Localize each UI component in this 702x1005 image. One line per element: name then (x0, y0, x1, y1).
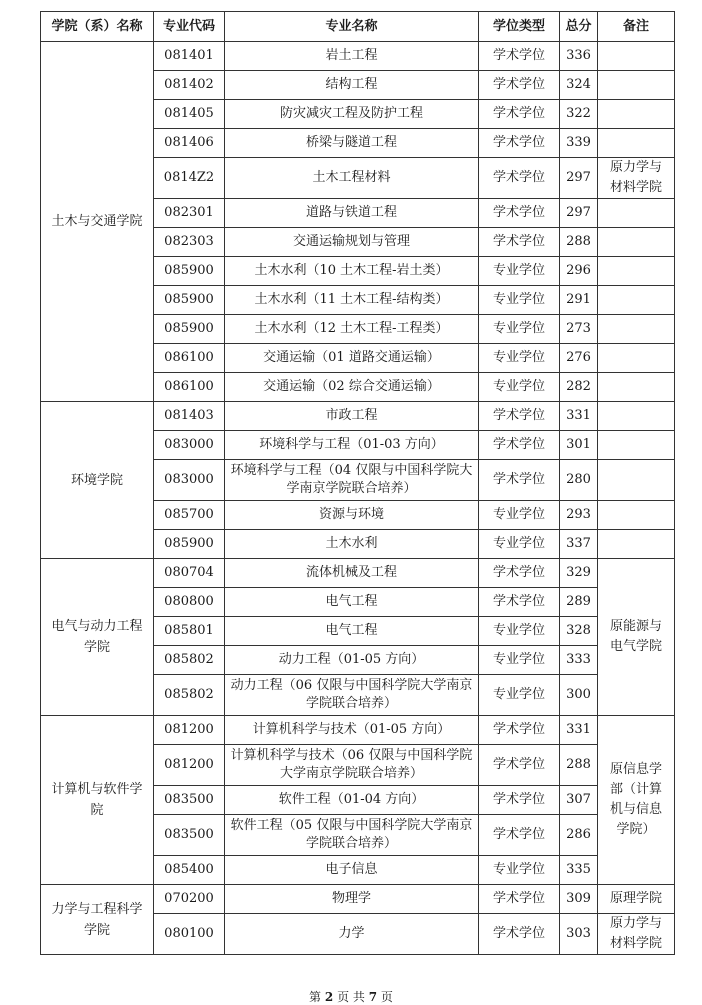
score-cell: 282 (560, 373, 598, 402)
score-cell: 309 (560, 885, 598, 914)
header-score: 总分 (560, 12, 598, 42)
degree-cell: 专业学位 (479, 675, 560, 716)
code-cell: 085900 (154, 286, 225, 315)
score-cell: 300 (560, 675, 598, 716)
score-cell: 301 (560, 431, 598, 460)
major-cell: 软件工程（01-04 方向） (225, 786, 479, 815)
college-cell: 环境学院 (41, 402, 154, 559)
score-cell: 322 (560, 100, 598, 129)
major-cell: 道路与铁道工程 (225, 199, 479, 228)
note-cell (598, 42, 675, 71)
note-cell (598, 286, 675, 315)
degree-cell: 专业学位 (479, 501, 560, 530)
header-degree: 学位类型 (479, 12, 560, 42)
degree-cell: 学术学位 (479, 431, 560, 460)
major-cell: 动力工程（06 仅限与中国科学院大学南京学院联合培养） (225, 675, 479, 716)
major-cell: 土木水利（10 土木工程-岩土类） (225, 257, 479, 286)
major-cell: 土木水利（11 土木工程-结构类） (225, 286, 479, 315)
degree-cell: 学术学位 (479, 914, 560, 955)
major-cell: 桥梁与隧道工程 (225, 129, 479, 158)
score-cell: 280 (560, 460, 598, 501)
table-row (41, 716, 675, 745)
page-footer (0, 988, 702, 1005)
degree-cell: 专业学位 (479, 315, 560, 344)
note-cell (598, 530, 675, 559)
major-cell: 防灾减灾工程及防护工程 (225, 100, 479, 129)
degree-cell: 学术学位 (479, 158, 560, 199)
degree-cell: 学术学位 (479, 786, 560, 815)
score-cell: 329 (560, 559, 598, 588)
score-cell: 307 (560, 786, 598, 815)
note-cell (598, 71, 675, 100)
degree-cell: 专业学位 (479, 617, 560, 646)
code-cell: 085900 (154, 530, 225, 559)
major-cell: 岩土工程 (225, 42, 479, 71)
score-cell: 288 (560, 745, 598, 786)
code-cell: 083000 (154, 460, 225, 501)
score-cell: 296 (560, 257, 598, 286)
score-cell: 328 (560, 617, 598, 646)
score-cell: 297 (560, 158, 598, 199)
degree-cell: 专业学位 (479, 373, 560, 402)
degree-cell: 专业学位 (479, 856, 560, 885)
degree-cell: 学术学位 (479, 559, 560, 588)
degree-cell: 学术学位 (479, 815, 560, 856)
admission-score-table (40, 11, 675, 955)
score-cell: 276 (560, 344, 598, 373)
major-cell: 电气工程 (225, 617, 479, 646)
footer-mid: 页 共 (337, 990, 365, 1004)
note-cell: 原理学院 (598, 885, 675, 914)
college-cell: 土木与交通学院 (41, 42, 154, 402)
code-cell: 085801 (154, 617, 225, 646)
footer-prefix: 第 (309, 990, 322, 1004)
note-cell (598, 199, 675, 228)
code-cell: 083500 (154, 815, 225, 856)
major-cell: 结构工程 (225, 71, 479, 100)
current-page-number: 2 (324, 990, 334, 1004)
code-cell: 081200 (154, 745, 225, 786)
major-cell: 电气工程 (225, 588, 479, 617)
score-cell: 337 (560, 530, 598, 559)
code-cell: 081406 (154, 129, 225, 158)
code-cell: 083500 (154, 786, 225, 815)
degree-cell: 专业学位 (479, 257, 560, 286)
score-cell: 289 (560, 588, 598, 617)
code-cell: 082301 (154, 199, 225, 228)
college-cell: 计算机与软件学院 (41, 716, 154, 885)
footer-suffix: 页 (380, 990, 393, 1004)
major-cell: 交通运输（01 道路交通运输） (225, 344, 479, 373)
degree-cell: 学术学位 (479, 885, 560, 914)
degree-cell: 专业学位 (479, 646, 560, 675)
degree-cell: 学术学位 (479, 129, 560, 158)
major-cell: 力学 (225, 914, 479, 955)
degree-cell: 学术学位 (479, 588, 560, 617)
note-cell: 原力学与材料学院 (598, 158, 675, 199)
score-cell: 303 (560, 914, 598, 955)
note-cell (598, 431, 675, 460)
note-cell (598, 344, 675, 373)
code-cell: 085900 (154, 257, 225, 286)
score-cell: 339 (560, 129, 598, 158)
major-cell: 资源与环境 (225, 501, 479, 530)
note-cell (598, 501, 675, 530)
degree-cell: 学术学位 (479, 42, 560, 71)
code-cell: 085900 (154, 315, 225, 344)
code-cell: 085802 (154, 646, 225, 675)
college-cell: 电气与动力工程学院 (41, 559, 154, 716)
table-row (41, 402, 675, 431)
code-cell: 081403 (154, 402, 225, 431)
note-cell (598, 402, 675, 431)
code-cell: 083000 (154, 431, 225, 460)
degree-cell: 专业学位 (479, 344, 560, 373)
major-cell: 软件工程（05 仅限与中国科学院大学南京学院联合培养） (225, 815, 479, 856)
table-row (41, 42, 675, 71)
score-cell: 288 (560, 228, 598, 257)
degree-cell: 学术学位 (479, 100, 560, 129)
major-cell: 土木水利 (225, 530, 479, 559)
code-cell: 080704 (154, 559, 225, 588)
major-cell: 动力工程（01-05 方向） (225, 646, 479, 675)
header-college: 学院（系）名称 (41, 12, 154, 42)
degree-cell: 学术学位 (479, 745, 560, 786)
note-cell (598, 373, 675, 402)
college-cell: 力学与工程科学学院 (41, 885, 154, 955)
code-cell: 070200 (154, 885, 225, 914)
degree-cell: 专业学位 (479, 286, 560, 315)
note-cell (598, 257, 675, 286)
header-code: 专业代码 (154, 12, 225, 42)
note-cell: 原力学与材料学院 (598, 914, 675, 955)
major-cell: 计算机科学与技术（06 仅限与中国科学院大学南京学院联合培养） (225, 745, 479, 786)
degree-cell: 学术学位 (479, 460, 560, 501)
table-header-row (41, 12, 675, 42)
score-cell: 273 (560, 315, 598, 344)
major-cell: 交通运输（02 综合交通运输） (225, 373, 479, 402)
code-cell: 085700 (154, 501, 225, 530)
score-cell: 291 (560, 286, 598, 315)
major-cell: 环境科学与工程（04 仅限与中国科学院大学南京学院联合培养） (225, 460, 479, 501)
code-cell: 081401 (154, 42, 225, 71)
code-cell: 085400 (154, 856, 225, 885)
degree-cell: 学术学位 (479, 402, 560, 431)
degree-cell: 学术学位 (479, 71, 560, 100)
major-cell: 交通运输规划与管理 (225, 228, 479, 257)
score-cell: 293 (560, 501, 598, 530)
score-cell: 324 (560, 71, 598, 100)
score-cell: 286 (560, 815, 598, 856)
code-cell: 0814Z2 (154, 158, 225, 199)
major-cell: 土木水利（12 土木工程-工程类） (225, 315, 479, 344)
major-cell: 环境科学与工程（01-03 方向） (225, 431, 479, 460)
table-row (41, 885, 675, 914)
major-cell: 市政工程 (225, 402, 479, 431)
score-cell: 336 (560, 42, 598, 71)
code-cell: 082303 (154, 228, 225, 257)
code-cell: 080100 (154, 914, 225, 955)
score-cell: 333 (560, 646, 598, 675)
major-cell: 电子信息 (225, 856, 479, 885)
table-row (41, 559, 675, 588)
code-cell: 081402 (154, 71, 225, 100)
note-cell (598, 460, 675, 501)
code-cell: 086100 (154, 344, 225, 373)
code-cell: 081200 (154, 716, 225, 745)
score-cell: 331 (560, 402, 598, 431)
note-cell (598, 100, 675, 129)
code-cell: 081405 (154, 100, 225, 129)
code-cell: 085802 (154, 675, 225, 716)
degree-cell: 学术学位 (479, 199, 560, 228)
degree-cell: 学术学位 (479, 716, 560, 745)
note-cell (598, 315, 675, 344)
note-cell (598, 129, 675, 158)
header-note: 备注 (598, 12, 675, 42)
total-page-number: 7 (368, 990, 378, 1004)
note-cell: 原信息学部（计算机与信息学院） (598, 716, 675, 885)
note-cell (598, 228, 675, 257)
major-cell: 物理学 (225, 885, 479, 914)
major-cell: 计算机科学与技术（01-05 方向） (225, 716, 479, 745)
code-cell: 080800 (154, 588, 225, 617)
degree-cell: 学术学位 (479, 228, 560, 257)
major-cell: 流体机械及工程 (225, 559, 479, 588)
score-cell: 331 (560, 716, 598, 745)
code-cell: 086100 (154, 373, 225, 402)
score-cell: 335 (560, 856, 598, 885)
note-cell: 原能源与电气学院 (598, 559, 675, 716)
major-cell: 土木工程材料 (225, 158, 479, 199)
degree-cell: 专业学位 (479, 530, 560, 559)
header-name: 专业名称 (225, 12, 479, 42)
score-cell: 297 (560, 199, 598, 228)
